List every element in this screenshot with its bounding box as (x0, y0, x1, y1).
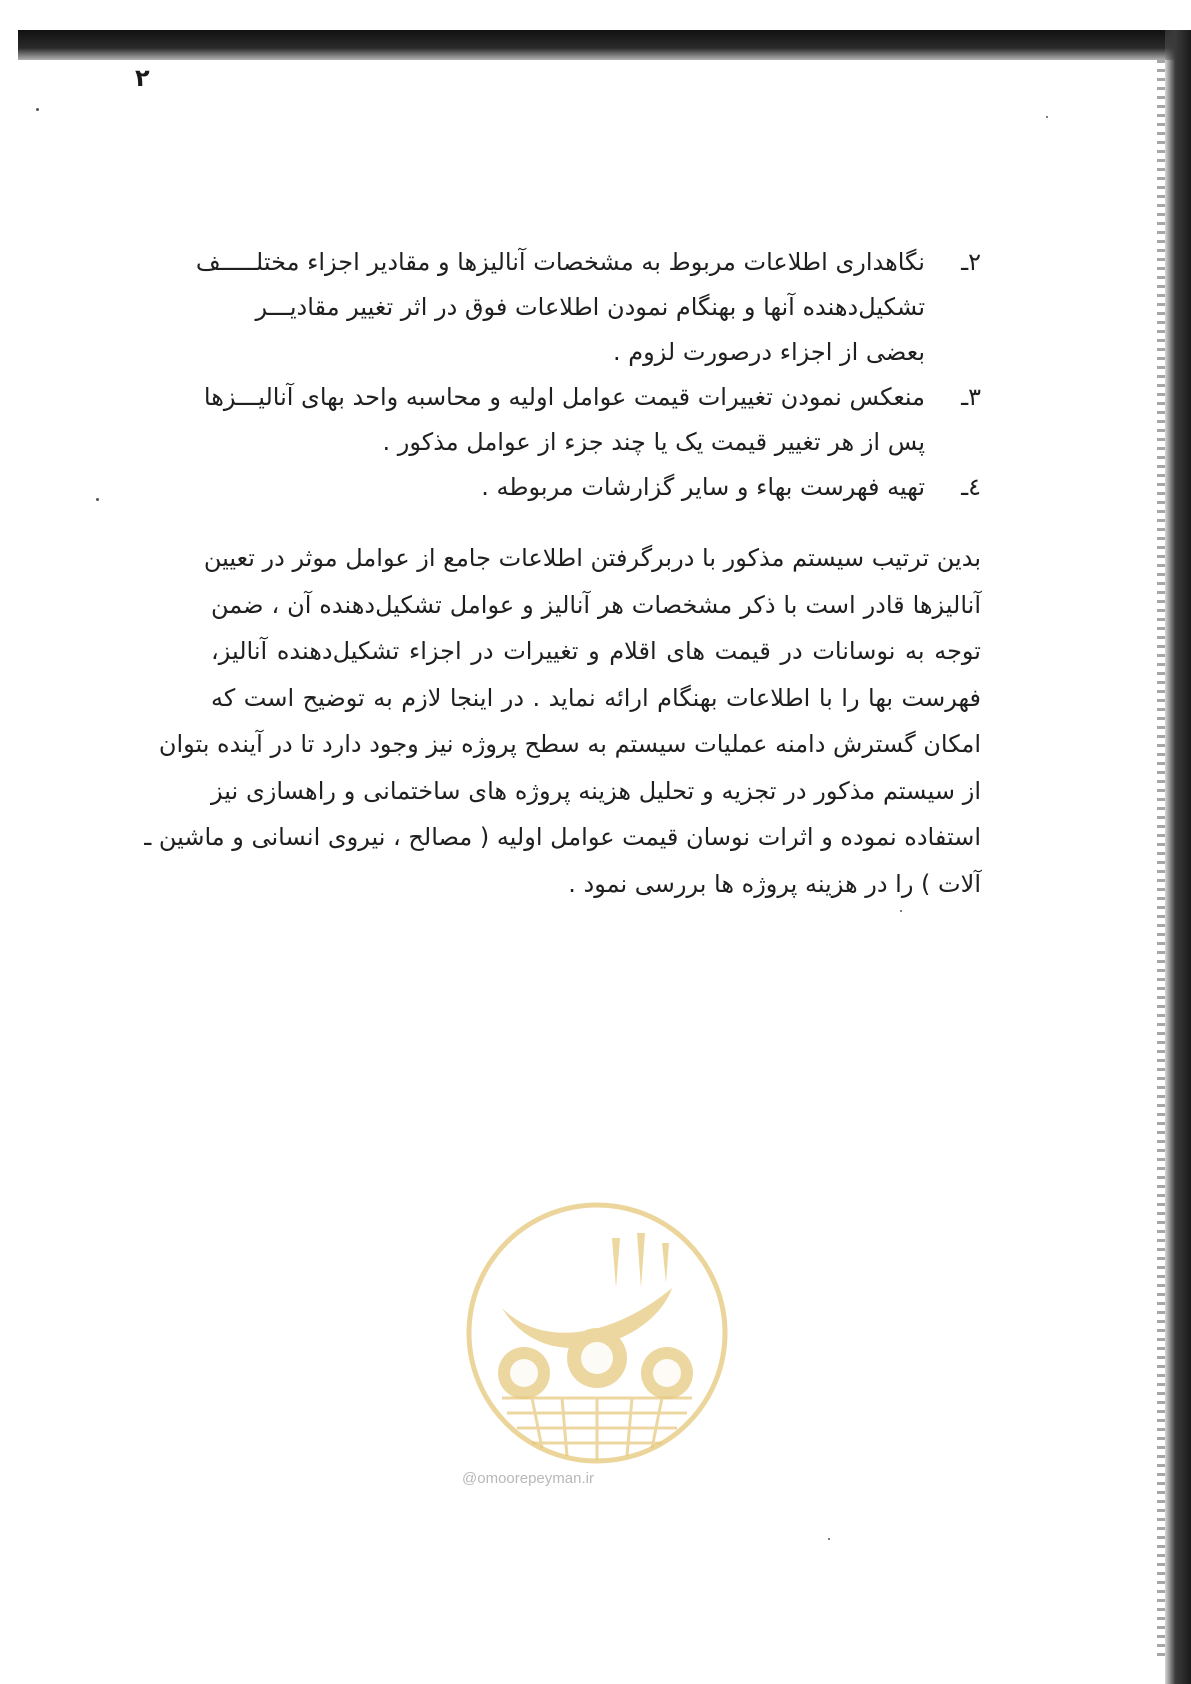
list-marker: ۳ـ (961, 383, 981, 411)
scan-speck (96, 498, 99, 501)
list-item-3 (201, 375, 981, 465)
paragraph-line: فهرست بها را با اطلاعات بهنگام ارائه نماید . در اینجا لازم به توضیح است که (211, 683, 981, 712)
list-line: تهیه فهرست بهاء و سایر گزارشات مربوطه . (481, 473, 925, 501)
numbered-list (195, 240, 981, 510)
paragraph-line: امکان گسترش دامنه عملیات سیستم به سطح پروژه نیز وجود دارد تا در آینده بتوان (158, 730, 981, 758)
scan-top-edge (18, 30, 1191, 60)
paragraph-line: آنالیزها قادر است با ذکر مشخصات هر آنالیز و عوامل تشکیل‌دهنده آن ، ضمن (211, 590, 981, 619)
paragraph-line: بدین ترتیب سیستم مذکور با دربرگرفتن اطلاعات جامع از عوامل موثر در تعیین (203, 544, 981, 572)
list-line: نگاهداری اطلاعات مربوط به مشخصات آنالیزها و مقادیر اجزاء مختلـــــف (195, 248, 925, 276)
scan-speck (828, 1538, 830, 1540)
list-item-body (201, 465, 925, 510)
list-item-body (201, 375, 925, 465)
paragraph-line: توجه به نوسانات در قیمت های اقلام و تغییرات در اجزاء تشکیل‌دهنده آنالیز، (211, 637, 981, 665)
list-line: تشکیل‌دهنده آنها و بهنگام نمودن اطلاعات فوق در اثر تغییر مقادیـــر (255, 293, 925, 321)
list-marker: ٤ـ (961, 473, 981, 501)
body-paragraph (144, 535, 981, 907)
scan-speck (900, 910, 902, 912)
scan-speck (1046, 116, 1048, 118)
list-item-4 (201, 465, 981, 510)
scan-speck (36, 108, 39, 111)
scan-right-noise (1157, 60, 1165, 1660)
list-item-body (196, 240, 925, 375)
scan-right-edge (1165, 30, 1191, 1684)
watermark-logo-icon (462, 1198, 732, 1468)
watermark-url: @omoorepeyman.ir (462, 1470, 594, 1487)
page-number: ۲ (135, 64, 150, 92)
list-line: منعکس نمودن تغییرات قیمت عوامل اولیه و محاسبه واحد بهای آنالیـــزها (203, 383, 925, 411)
paragraph-line: از سیستم مذکور در تجزیه و تحلیل هزینه پروژه های ساختمانی و راهسازی نیز (211, 776, 981, 805)
list-marker: ۲ـ (961, 248, 981, 276)
list-line: بعضی از اجزاء درصورت لزوم . (612, 338, 925, 366)
list-line: پس از هر تغییر قیمت یک یا چند جزء از عوامل مذکور . (382, 428, 925, 456)
paragraph-line: آلات ) را در هزینه پروژه ها بررسی نمود . (568, 869, 981, 898)
paragraph-line: استفاده نموده و اثرات نوسان قیمت عوامل اولیه ( مصالح ، نیروی انسانی و ماشین ـ (144, 823, 981, 851)
list-item-2 (195, 240, 981, 375)
